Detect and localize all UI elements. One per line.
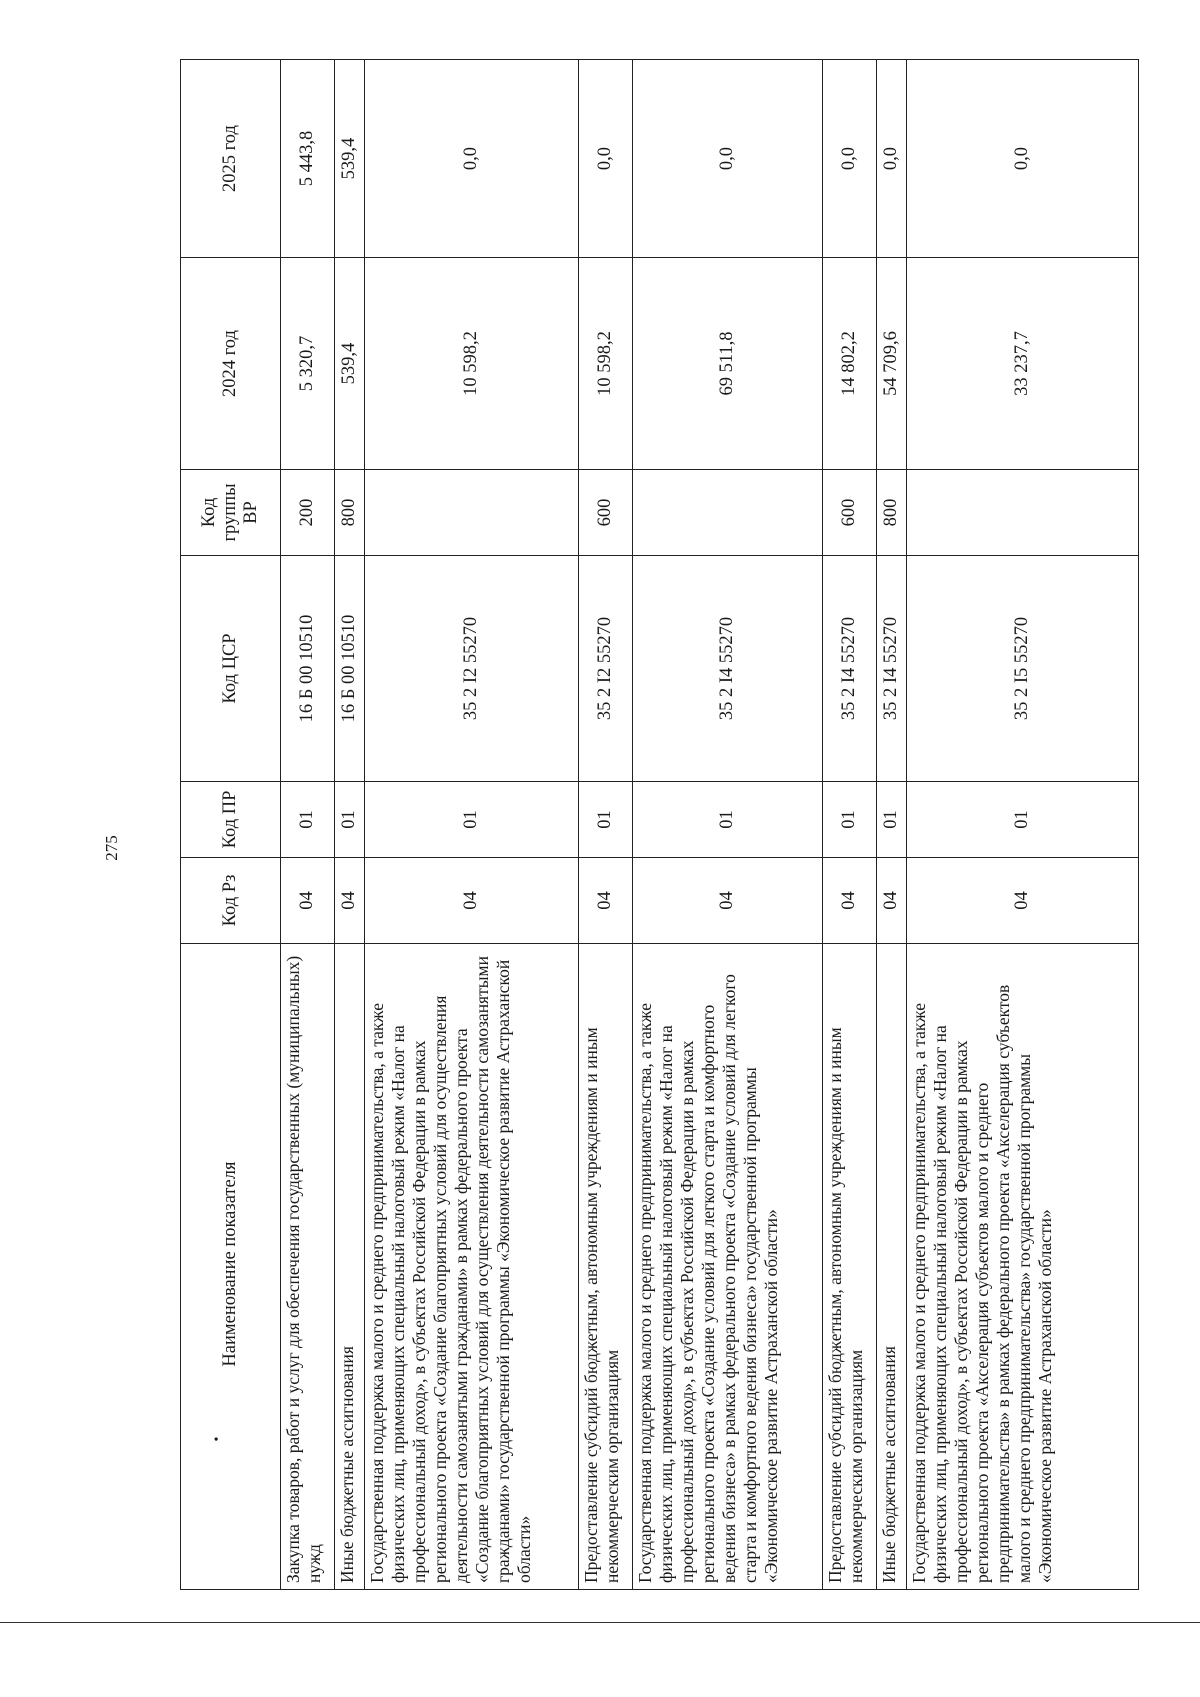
cell-csr: 35 2 I2 55270 xyxy=(365,556,579,782)
cell-csr: 16 Б 00 10510 xyxy=(335,556,365,782)
table-row xyxy=(335,60,365,1590)
cell-vr xyxy=(633,470,823,556)
table-row xyxy=(907,60,1139,1590)
cell-year-2025: 0,0 xyxy=(907,60,1139,258)
cell-vr: 600 xyxy=(823,470,877,556)
cell-rz: 04 xyxy=(877,858,907,944)
cell-rz: 04 xyxy=(579,858,633,944)
cell-pr: 01 xyxy=(823,782,877,858)
cell-year-2024: 33 237,7 xyxy=(907,258,1139,470)
table-row xyxy=(365,60,579,1590)
cell-year-2024: 10 598,2 xyxy=(579,258,633,470)
cell-rz: 04 xyxy=(281,858,335,944)
cell-year-2025: 539,4 xyxy=(335,60,365,258)
cell-year-2024: 539,4 xyxy=(335,258,365,470)
cell-vr xyxy=(907,470,1139,556)
cell-year-2024: 69 511,8 xyxy=(633,258,823,470)
cell-pr: 01 xyxy=(877,782,907,858)
cell-pr: 01 xyxy=(335,782,365,858)
cell-csr: 35 2 I4 55270 xyxy=(877,556,907,782)
table-row xyxy=(877,60,907,1590)
cell-name: Иные бюджетные ассигнования xyxy=(877,944,907,1590)
cell-year-2024: 10 598,2 xyxy=(365,258,579,470)
page-number: 275 xyxy=(102,835,121,861)
cell-name: Государственная поддержка малого и среднего предпринимательства, а также физических лиц, применяющих специальный налоговый режим «Налог на профессиональный доход», в субъектах Российской Федерации в рамках регионального проекта «Создание условий для легкого старта и комфортного ведения бизнеса» в рамках федерального проекта «Создание условий для легкого старта и комфортного ведения бизнеса» государственной программы «Экономическое развитие Астраханской области» xyxy=(633,944,823,1590)
header-pr: Код ПР xyxy=(181,782,281,858)
cell-name: Закупка товаров, работ и услуг для обеспечения государственных (муниципальных) нужд xyxy=(281,944,335,1590)
cell-vr: 800 xyxy=(335,470,365,556)
table-row xyxy=(823,60,877,1590)
cell-year-2025: 0,0 xyxy=(823,60,877,258)
cell-pr: 01 xyxy=(365,782,579,858)
cell-pr: 01 xyxy=(281,782,335,858)
cell-csr: 35 2 I2 55270 xyxy=(579,556,633,782)
cell-year-2024: 5 320,7 xyxy=(281,258,335,470)
cell-name: Государственная поддержка малого и среднего предпринимательства, а также физических лиц, применяющих специальный налоговый режим «Налог на профессиональный доход», в субъектах Российской Федерации в рамках регионального проекта «Акселерация субъектов малого и среднего предпринимательства» в рамках федерального проекта «Акселерация субъектов малого и среднего предпринимательства» государственной программы «Экономическое развитие Астраханской области» xyxy=(907,944,1139,1590)
cell-year-2025: 0,0 xyxy=(365,60,579,258)
cell-name: Иные бюджетные ассигнования xyxy=(335,944,365,1590)
cell-vr: 800 xyxy=(877,470,907,556)
header-marker: • xyxy=(209,1436,225,1442)
cell-rz: 04 xyxy=(365,858,579,944)
budget-table-rotated xyxy=(180,60,1138,1590)
cell-year-2025: 5 443,8 xyxy=(281,60,335,258)
cell-name: Государственная поддержка малого и среднего предпринимательства, а также физических лиц, применяющих специальный налоговый режим «Налог на профессиональный доход», в субъектах Российской Федерации в рамках регионального проекта «Создание благоприятных условий для осуществления деятельности самозанятыми гражданами» в рамках федерального проекта «Создание благоприятных условий для осуществления деятельности самозанятыми гражданами» государственной программы «Экономическое развитие Астраханской области» xyxy=(365,944,579,1590)
cell-year-2025: 0,0 xyxy=(877,60,907,258)
header-vr: Код группы ВР xyxy=(181,470,281,556)
cell-vr xyxy=(365,470,579,556)
header-rz: Код Рз xyxy=(181,858,281,944)
cell-name: Предоставление субсидий бюджетным, автономным учреждениям и иным некоммерческим организациям xyxy=(579,944,633,1590)
header-year-2025: 2025 год xyxy=(181,60,281,258)
cell-year-2024: 54 709,6 xyxy=(877,258,907,470)
header-year-2024: 2024 год xyxy=(181,258,281,470)
table-header-row xyxy=(181,60,281,1590)
cell-name: Предоставление субсидий бюджетным, автономным учреждениям и иным некоммерческим организациям xyxy=(823,944,877,1590)
cell-pr: 01 xyxy=(907,782,1139,858)
cell-rz: 04 xyxy=(907,858,1139,944)
cell-vr: 600 xyxy=(579,470,633,556)
table-row xyxy=(579,60,633,1590)
cell-rz: 04 xyxy=(823,858,877,944)
cell-csr: 35 2 I4 55270 xyxy=(633,556,823,782)
header-csr: Код ЦСР xyxy=(181,556,281,782)
cell-rz: 04 xyxy=(335,858,365,944)
table-row xyxy=(633,60,823,1590)
budget-table xyxy=(180,59,1139,1590)
cell-pr: 01 xyxy=(579,782,633,858)
cell-csr: 35 2 I4 55270 xyxy=(823,556,877,782)
cell-pr: 01 xyxy=(633,782,823,858)
header-name-label: Наименование показателя xyxy=(219,1161,240,1367)
cell-year-2025: 0,0 xyxy=(579,60,633,258)
cell-year-2025: 0,0 xyxy=(633,60,823,258)
cell-csr: 35 2 I5 55270 xyxy=(907,556,1139,782)
cell-rz: 04 xyxy=(633,858,823,944)
page-bottom-rule xyxy=(0,1622,1200,1623)
cell-year-2024: 14 802,2 xyxy=(823,258,877,470)
header-name xyxy=(181,944,281,1590)
cell-vr: 200 xyxy=(281,470,335,556)
budget-table-wrapper xyxy=(180,60,1138,1590)
cell-csr: 16 Б 00 10510 xyxy=(281,556,335,782)
table-row xyxy=(281,60,335,1590)
